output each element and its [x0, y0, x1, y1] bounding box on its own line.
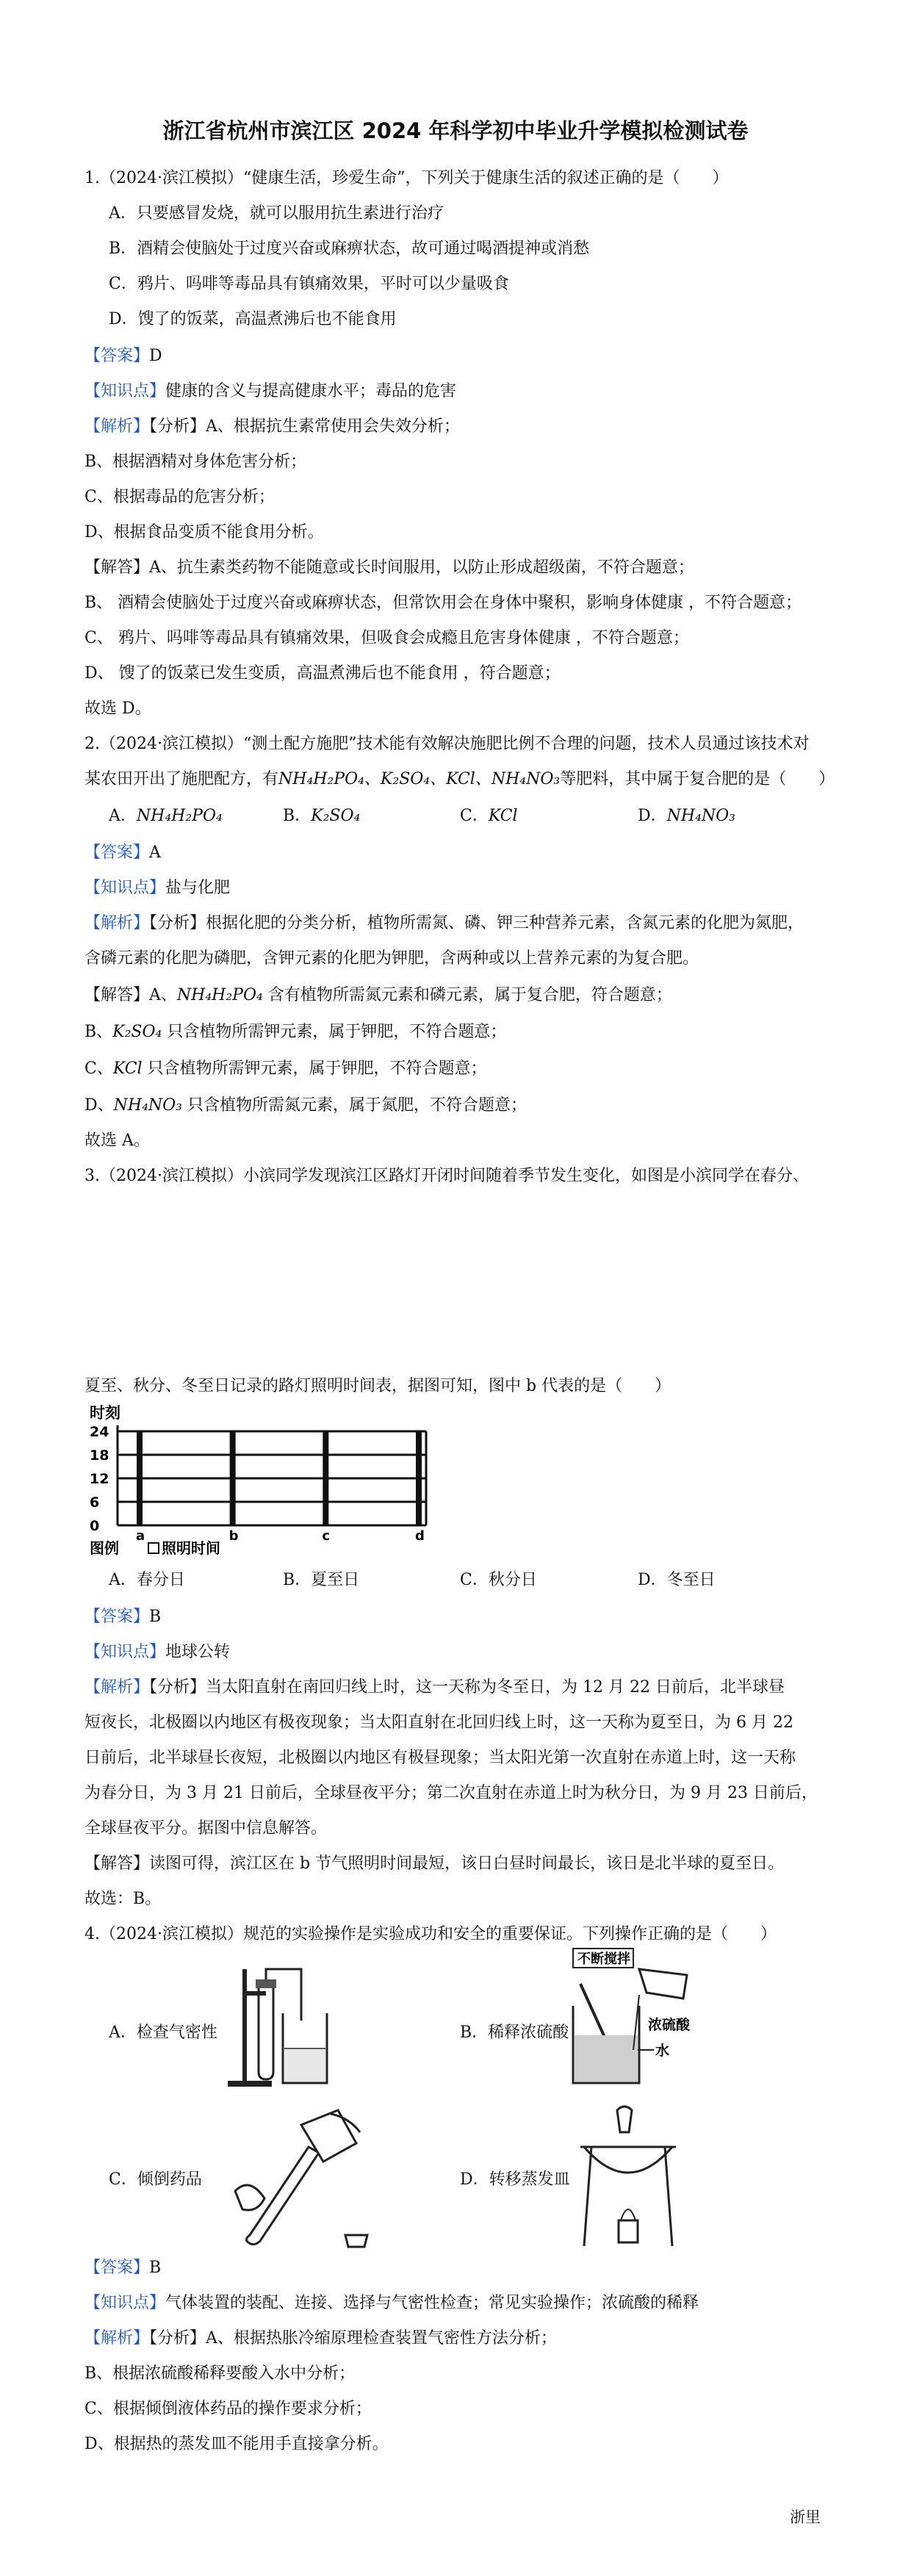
q4-option-b: B．稀释浓硫酸	[460, 2023, 569, 2042]
y-tick-label: 0	[90, 1518, 100, 1534]
q2-analysis-line1: 【解析】【分析】根据化肥的分类分析，植物所需氮、磷、钾三种营养元素，含氮元素的化肥为氮肥，	[84, 914, 804, 932]
q2-solution-d: D、NH₄NO₃ 只含植物所需氮元素，属于氮肥，不符合题意；	[84, 1096, 527, 1115]
chart-legend-title: 图例	[90, 1539, 119, 1557]
q1-analysis-0: 【解析】【分析】A、根据抗生素常使用会失效分析；	[84, 417, 460, 436]
q1-option-b: B．酒精会使脑处于过度兴奋或麻痹状态，故可通过喝酒提神或消愁	[109, 240, 590, 258]
q2-option-c: C．KCl	[460, 807, 518, 825]
q3-option-d: D．冬至日	[638, 1571, 716, 1589]
category-marker	[137, 1431, 143, 1525]
category-label: b	[228, 1528, 239, 1544]
q2-stem-line1: 2.（2024·滨江模拟）“测土配方施肥”技术能有效解决施肥比例不合理的问题，技术人员通过该技术对	[84, 735, 810, 753]
label-stir: 不断搅拌	[577, 1951, 630, 1967]
q2-option-b: B．K₂SO₄	[283, 807, 361, 825]
q4-analysis-2: C、根据倾倒液体药品的操作要求分析；	[84, 2400, 372, 2418]
q3-analysis-3: 为春分日，为 3 月 21 日前后，全球昼夜平分；第二次直射在赤道上时为秋分日，为 9 月 23 日前后，	[84, 1784, 818, 1802]
q3-analysis-0: 【解析】【分析】当太阳直射在南回归线上时，这一天称为冬至日，为 12 月 22 日前后，北半球昼	[84, 1678, 785, 1697]
q3-analysis-2: 日前后，北半球昼长夜短，北极圈以内地区有极昼现象；当太阳光第一次直射在赤道上时，这一天称	[84, 1749, 796, 1767]
evaporating-dish-figure	[573, 2103, 683, 2250]
label-acid: 浓硫酸	[648, 2017, 691, 2033]
q3-analysis-1: 短夜长，北极圈以内地区有极夜现象；当太阳直射在北回归线上时，这一天称为夏至日，为 6 月 22	[84, 1713, 793, 1732]
q3-option-a: A．春分日	[109, 1571, 185, 1589]
q1-conclusion: 故选 D。	[84, 699, 151, 718]
q3-option-c: C．秋分日	[460, 1571, 537, 1589]
q4-option-d: D．转移蒸发皿	[460, 2170, 570, 2189]
q4-stem: 4.（2024·滨江模拟）规范的实验操作是实验成功和安全的重要保证。下列操作正确的是（ ）	[84, 1925, 777, 1943]
q1-option-a: A．只要感冒发烧，就可以服用抗生素进行治疗	[109, 204, 444, 223]
category-label: a	[136, 1528, 145, 1544]
q1-solution-3: D、 馊了的饭菜已发生变质，高温煮沸后也不能食用 ，符合题意；	[84, 664, 561, 683]
q1-knowledge: 【知识点】健康的含义与提高健康水平；毒品的危害	[84, 382, 457, 400]
q4-knowledge: 【知识点】气体装置的装配、连接、选择与气密性检查；常见实验操作；浓硫酸的稀释	[84, 2294, 699, 2312]
category-marker	[230, 1431, 236, 1525]
q4-answer: 【答案】B	[84, 2259, 162, 2277]
q4-option-a: A．检查气密性	[109, 2023, 217, 2042]
q3-analysis-4: 全球昼夜平分。据图中信息解答。	[84, 1819, 328, 1838]
q1-analysis-1: B、根据酒精对身体危害分析；	[84, 453, 307, 471]
category-label: c	[322, 1528, 331, 1544]
q1-option-d: D．馊了的饭菜，高温煮沸后也不能食用	[109, 310, 397, 328]
q2-analysis-line2: 含磷元素的化肥为磷肥，含钾元素的化肥为钾肥，含两种或以上营养元素的为复合肥。	[84, 949, 699, 968]
q2-solution-b: B、K₂SO₄ 只含植物所需钾元素，属于钾肥，不符合题意；	[84, 1023, 507, 1041]
q4-analysis-1: B、根据浓硫酸稀释要酸入水中分析；	[84, 2364, 356, 2383]
y-tick-label: 6	[90, 1494, 100, 1511]
footer-brand: 浙里	[790, 2508, 821, 2526]
page-title: 浙江省杭州市滨江区 2024 年科学初中毕业升学模拟检测试卷	[162, 118, 749, 143]
q3-stem-line1: 3.（2024·滨江模拟）小滨同学发现滨江区路灯开闭时间随着季节发生变化，如图是小滨同学在春分、	[84, 1167, 809, 1185]
q1-stem: 1.（2024·滨江模拟）“健康生活，珍爱生命”，下列关于健康生活的叙述正确的是（ ）	[84, 169, 729, 187]
q1-analysis-3: D、根据食品变质不能食用分析。	[84, 523, 324, 542]
q4-analysis-3: D、根据热的蒸发皿不能用手直接拿分析。	[84, 2435, 389, 2453]
q2-option-a: A．NH₄H₂PO₄	[109, 807, 223, 825]
q3-conclusion: 故选：B。	[84, 1890, 162, 1908]
category-label: d	[415, 1528, 425, 1544]
pour-liquid-figure	[220, 2103, 375, 2250]
q1-solution-2: C、 鸦片、吗啡等毒品具有镇痛效果，但吸食会成瘾且危害身体健康 ，不符合题意；	[84, 629, 689, 647]
q3-knowledge: 【知识点】地球公转	[84, 1643, 231, 1661]
category-marker	[323, 1431, 328, 1525]
q2-knowledge: 【知识点】盐与化肥	[84, 879, 231, 897]
q4-option-c: C．倾倒药品	[109, 2170, 202, 2189]
q1-answer: 【答案】D	[84, 347, 162, 365]
y-tick-label: 12	[90, 1471, 109, 1487]
q3-stem-line2: 夏至、秋分、冬至日记录的路灯照明时间表，据图可知，图中 b 代表的是（ ）	[84, 1377, 671, 1395]
dilute-acid-figure	[558, 1947, 713, 2094]
q1-solution-1: B、 酒精会使脑处于过度兴奋或麻痹状态，但常饮用会在身体中聚积，影响身体健康 ，不符合题意；	[84, 594, 802, 612]
q2-option-d: D．NH₄NO₃	[638, 807, 736, 825]
q2-solution-a: 【解答】A、NH₄H₂PO₄ 含有植物所需氮元素和磷元素，属于复合肥，符合题意；	[84, 986, 672, 1004]
street-light-chart	[81, 1402, 433, 1560]
q3-solution: 【解答】读图可得，滨江区在 b 节气照明时间最短，该日白昼时间最长，该日是北半球的夏至日。	[84, 1854, 785, 1873]
chart-legend-swatch	[148, 1543, 159, 1553]
airtight-check-figure	[213, 1962, 342, 2090]
label-water: 水	[655, 2043, 670, 2059]
q2-solution-c: C、KCl 只含植物所需钾元素，属于钾肥，不符合题意；	[84, 1059, 487, 1078]
q2-stem-line2: 某农田开出了施肥配方，有NH₄H₂PO₄、K₂SO₄、KCl、NH₄NO₃等肥料，其中属于复合肥的是（ ）	[84, 770, 835, 788]
category-marker	[416, 1431, 422, 1525]
q3-option-b: B．夏至日	[283, 1571, 360, 1589]
chart-ylabel: 时刻	[90, 1404, 120, 1422]
q4-analysis-0: 【解析】【分析】A、根据热胀冷缩原理检查装置气密性方法分析；	[84, 2329, 557, 2347]
chart-legend-label: 照明时间	[162, 1539, 220, 1557]
q1-option-c: C．鸦片、吗啡等毒品具有镇痛效果，平时可以少量吸食	[109, 275, 509, 293]
q3-answer: 【答案】B	[84, 1608, 162, 1626]
q2-conclusion: 故选 A。	[84, 1132, 150, 1150]
q1-analysis-2: C、根据毒品的危害分析；	[84, 488, 275, 506]
q1-solution-0: 【解答】A、抗生素类药物不能随意或长时间服用，以防止形成超级菌，不符合题意；	[84, 558, 694, 577]
y-tick-label: 18	[90, 1447, 109, 1464]
y-tick-label: 24	[90, 1424, 109, 1440]
q2-answer: 【答案】A	[84, 843, 161, 862]
